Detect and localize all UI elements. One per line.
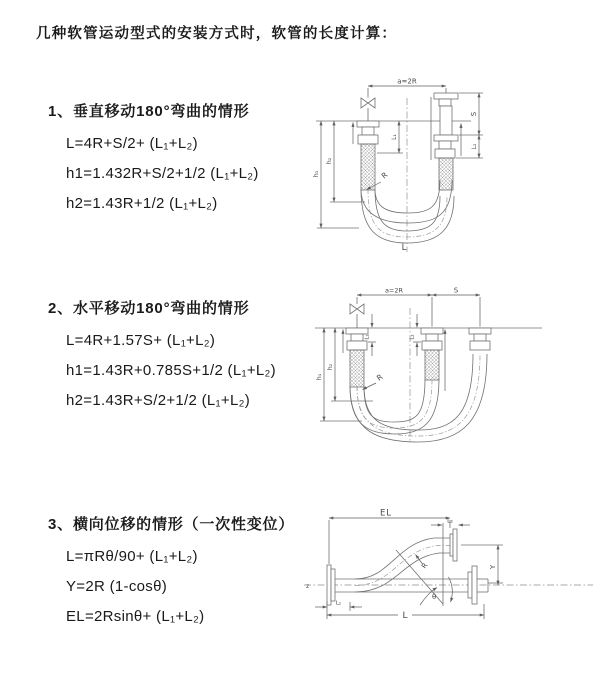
dim-label-s: S bbox=[470, 111, 478, 117]
diagram-horizontal-180-bend bbox=[310, 283, 600, 453]
dim-label-y: Y bbox=[489, 564, 497, 570]
dim-label-s: S bbox=[453, 286, 459, 295]
dim-label-a2r: a=2R bbox=[384, 286, 404, 295]
dim-label-l2: L₂ bbox=[471, 143, 478, 150]
section-horizontal-movement bbox=[48, 297, 276, 416]
diagram-lateral-displacement bbox=[298, 506, 598, 646]
formula-L: L=4R+S/2+ (L₁+L₂) bbox=[66, 135, 198, 152]
dim-label-l1: L₁ bbox=[364, 334, 371, 340]
angle-label-theta: θ bbox=[432, 593, 437, 601]
section-lateral-displacement bbox=[48, 513, 294, 632]
valve-icon bbox=[361, 98, 375, 121]
dim-label-l1: L₁ bbox=[335, 600, 342, 607]
section-1-heading: 1、垂直移动180°弯曲的情形 bbox=[48, 103, 250, 120]
formula-h2: h2=1.43R+1/2 (L₁+L₂) bbox=[66, 195, 218, 212]
upper-flange bbox=[450, 529, 457, 561]
length-label-l: L bbox=[402, 611, 408, 621]
dim-label-l1: L₁ bbox=[391, 134, 398, 140]
formula-L: L=4R+1.57S+ (L₁+L₂) bbox=[66, 332, 216, 349]
dim-label-l2: L₂ bbox=[447, 517, 453, 525]
right-flange-fitting-two-positions bbox=[434, 93, 458, 190]
length-label-l: L bbox=[401, 243, 407, 253]
braided-hose-section bbox=[350, 350, 364, 387]
dim-label-a2r: a=2R bbox=[397, 77, 417, 86]
dim-label-h2: h₂ bbox=[325, 157, 333, 165]
dim-label-l2: L₂ bbox=[409, 334, 416, 340]
radius-label-r: R bbox=[379, 170, 390, 181]
page-title: 几种软管运动型式的安装方式时，软管的长度计算： bbox=[36, 26, 398, 42]
displaced-hose bbox=[355, 538, 450, 592]
middle-flange-fitting bbox=[421, 328, 443, 380]
section-3-heading: 3、横向位移的情形（一次性变位） bbox=[48, 516, 295, 533]
radius-label-r: R bbox=[374, 372, 385, 383]
hose-u-curves bbox=[350, 354, 487, 442]
diagram-vertical-180-bend bbox=[313, 76, 598, 256]
section-2-heading: 2、水平移动180°弯曲的情形 bbox=[48, 300, 250, 317]
dimension-lines bbox=[324, 295, 480, 421]
left-flange bbox=[327, 565, 335, 605]
formula-h2: h2=1.43R+S/2+1/2 (L₁+L₂) bbox=[66, 392, 251, 409]
right-flange-fitting bbox=[469, 328, 491, 350]
dim-label-h1: h₁ bbox=[312, 170, 320, 178]
formula-h1: h1=1.432R+S/2+1/2 (L₁+L₂) bbox=[66, 165, 259, 182]
radius-label-r: R bbox=[420, 561, 430, 571]
valve-icon bbox=[350, 304, 364, 328]
braided-hose-section bbox=[439, 158, 453, 190]
dim-label-h2: h₂ bbox=[326, 363, 334, 371]
dimension-lines bbox=[315, 518, 498, 615]
braided-hose-section bbox=[425, 350, 439, 380]
braided-hose-section bbox=[361, 144, 375, 190]
dim-label-h1: h₁ bbox=[315, 373, 323, 381]
dim-label-el: EL bbox=[379, 508, 393, 519]
extension-lines bbox=[316, 88, 483, 228]
centerline-mark-z: z bbox=[306, 583, 310, 590]
formula-L: L=πRθ/90+ (L₁+L₂) bbox=[66, 548, 198, 565]
formula-h1: h1=1.43R+0.785S+1/2 (L₁+L₂) bbox=[66, 362, 276, 379]
section-vertical-movement bbox=[48, 100, 259, 219]
formula-EL: EL=2Rsinθ+ (L₁+L₂) bbox=[66, 608, 205, 625]
formula-Y: Y=2R (1-cosθ) bbox=[66, 578, 168, 595]
left-flange-fitting bbox=[357, 121, 379, 190]
straight-hose bbox=[335, 579, 468, 592]
